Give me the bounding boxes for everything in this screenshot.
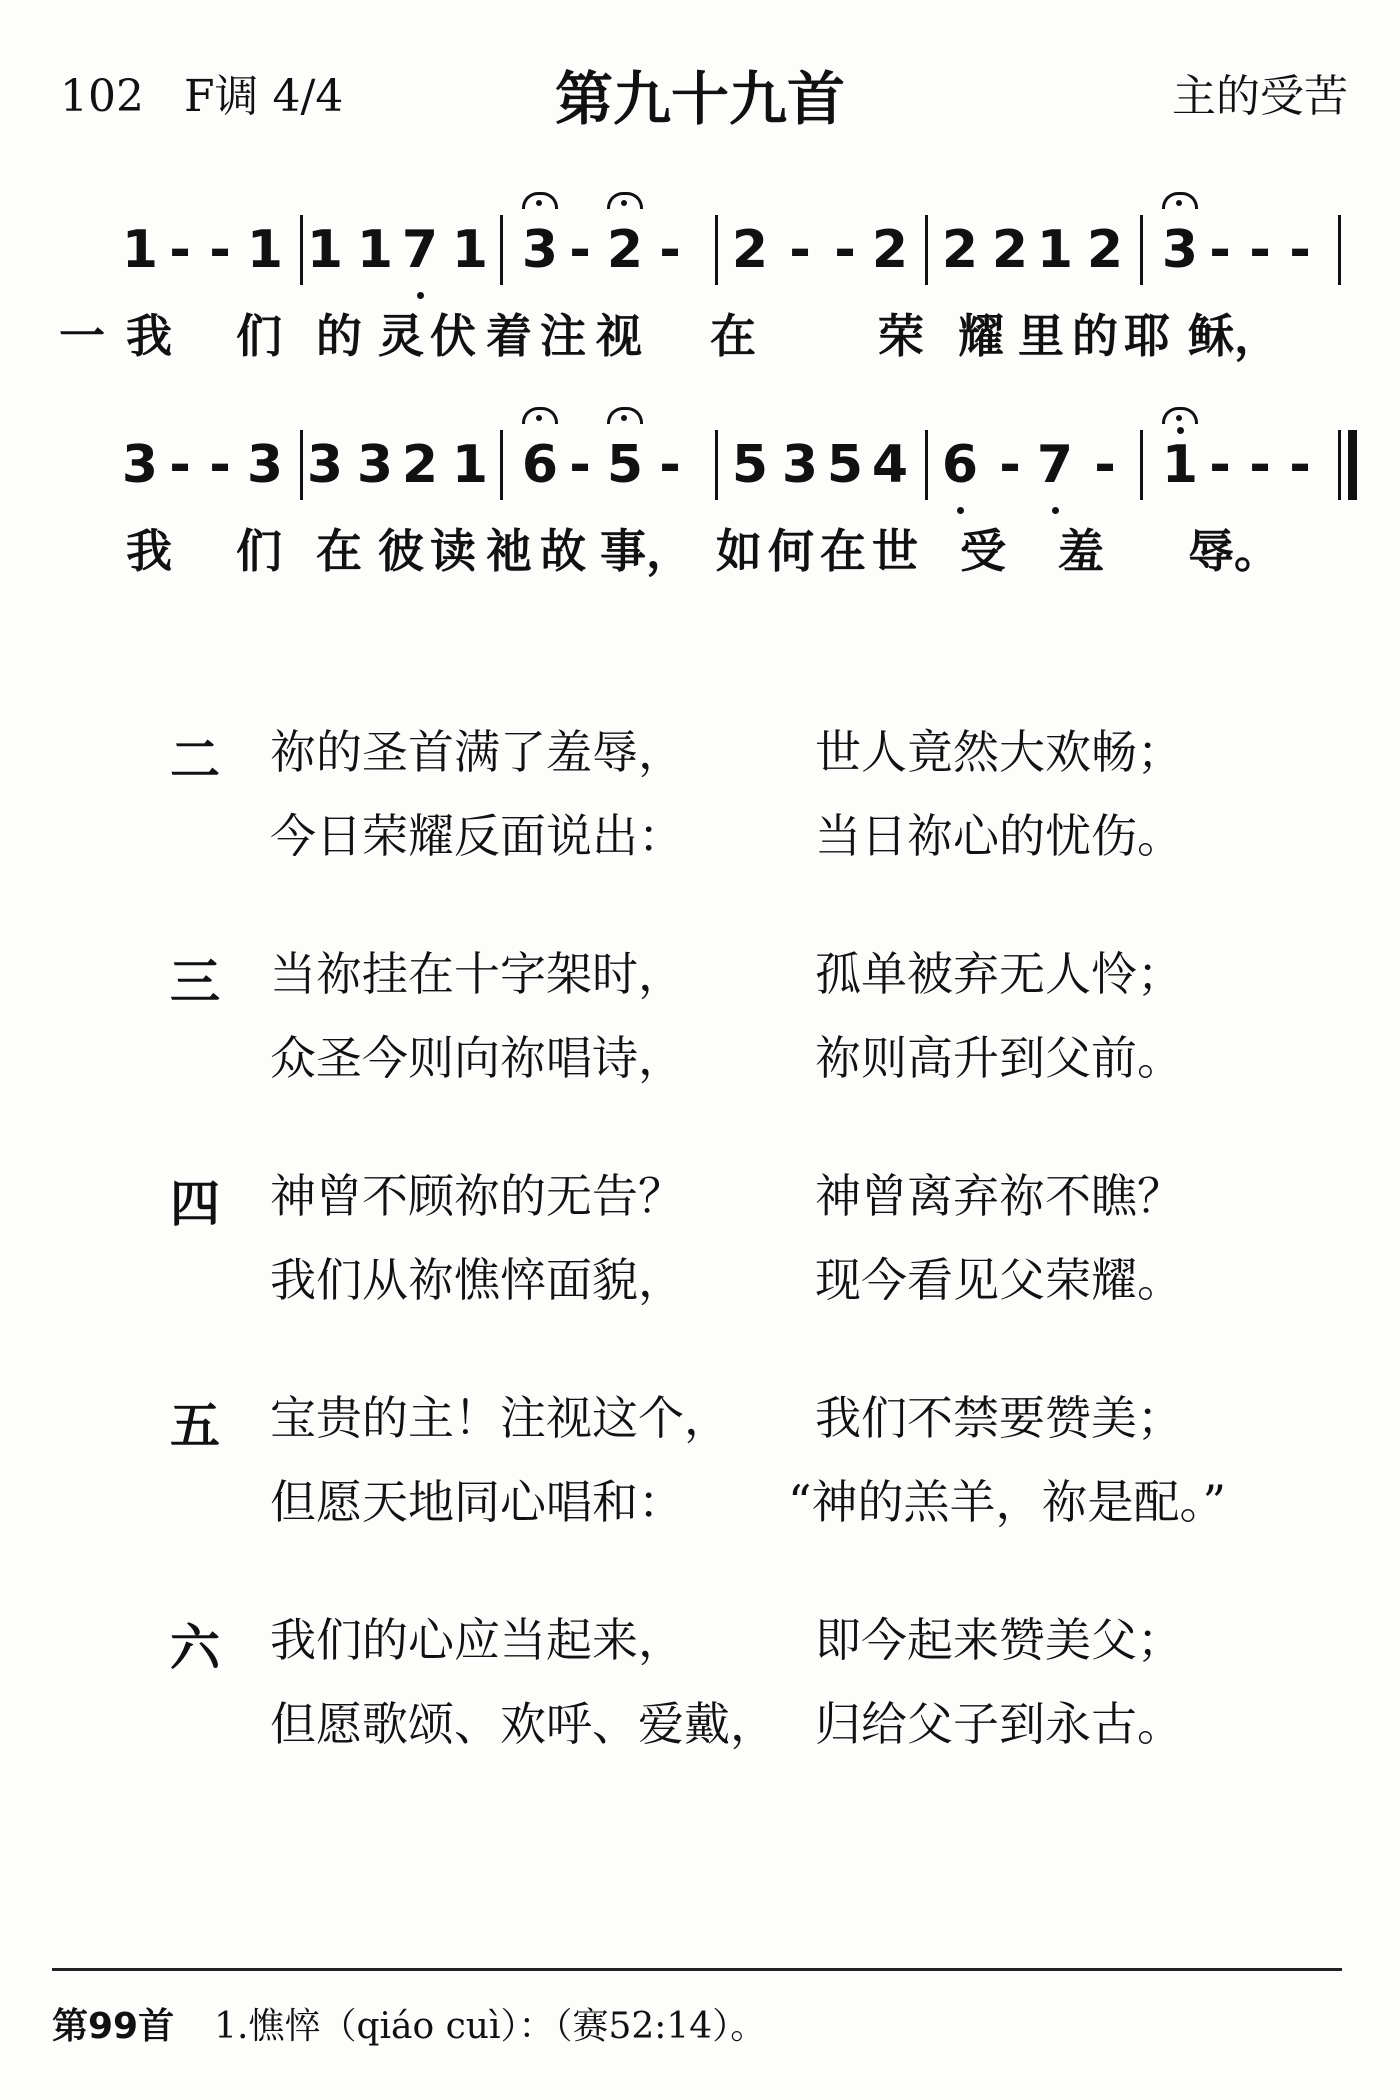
lyric-syllable: 事， <box>600 524 692 578</box>
verse-number: 三 <box>170 953 220 1011</box>
lower-octave-dot <box>1052 507 1059 514</box>
note: 7 <box>1036 435 1074 495</box>
note: 2 <box>991 220 1029 280</box>
key-signature: F调 4/4 <box>183 71 344 122</box>
lyric-syllable: 灵 <box>378 309 424 363</box>
note: 3 <box>121 435 159 495</box>
hymn-category: 主的受苦 <box>1172 71 1348 122</box>
lower-octave-dot <box>417 292 424 299</box>
note: 1 <box>121 220 159 280</box>
note: 2 <box>941 220 979 280</box>
note: 3 <box>246 435 284 495</box>
lyric-syllable: 我 <box>126 309 172 363</box>
lyric-syllable: 里 <box>1018 309 1064 363</box>
verse-line: 当日祢心的忧伤。 <box>815 809 1183 863</box>
lyric-syllable: 着 <box>486 309 532 363</box>
verse-line: 今日荣耀反面说出： <box>270 809 684 863</box>
lyric-syllable: 何 <box>768 524 814 578</box>
fermata-icon <box>607 407 643 424</box>
note-dash: - <box>1209 220 1231 280</box>
note-dash: - <box>1209 435 1231 495</box>
fermata-icon <box>1162 407 1198 424</box>
note: 6 <box>941 435 979 495</box>
note: 1 <box>451 435 489 495</box>
lyric-syllable: 注 <box>540 309 586 363</box>
lyric-syllable: 们 <box>236 524 282 578</box>
verse-number: 四 <box>170 1175 220 1233</box>
lyric-syllable: 读 <box>430 524 476 578</box>
barline <box>1140 430 1143 500</box>
lower-octave-dot <box>957 507 964 514</box>
fermata-icon <box>1162 192 1198 209</box>
verse-line: 神曾离弃祢不瞧？ <box>815 1169 1183 1223</box>
verse-line: 现今看见父荣耀。 <box>815 1253 1183 1307</box>
note: 1 <box>356 220 394 280</box>
fermata-icon <box>522 407 558 424</box>
note-dash: - <box>1289 220 1311 280</box>
verse-line: 即今起来赞美父； <box>815 1613 1183 1667</box>
note-dash: - <box>834 220 856 280</box>
note: 1 <box>451 220 489 280</box>
lyric-syllable: 伏 <box>430 309 476 363</box>
barline <box>300 215 303 285</box>
note: 2 <box>871 220 909 280</box>
verse-line: 我们的心应当起来， <box>270 1613 684 1667</box>
lyric-syllable: 辱。 <box>1188 524 1280 578</box>
verse-line: 宝贵的主！注视这个， <box>270 1391 730 1445</box>
verse-line: 我们不禁要赞美； <box>815 1391 1183 1445</box>
note-dash: - <box>659 435 681 495</box>
verse-line: 祢则高升到父前。 <box>815 1031 1183 1085</box>
verse-line: 但愿天地同心唱和： <box>270 1475 684 1529</box>
note: 4 <box>871 435 909 495</box>
lyric-syllable: 故 <box>540 524 586 578</box>
note-dash: - <box>1249 435 1271 495</box>
lyric-syllable: 耶 <box>1124 309 1170 363</box>
lyric-syllable: 的 <box>316 309 362 363</box>
footnote <box>52 1998 766 2049</box>
lyric-syllable: 彼 <box>378 524 424 578</box>
verse-number: 二 <box>170 731 220 789</box>
footnote-label: 第99首 <box>52 2006 175 2047</box>
note-dash: - <box>789 220 811 280</box>
barline <box>925 430 928 500</box>
verse-line: 当祢挂在十字架时， <box>270 947 684 1001</box>
lyric-syllable: 受 <box>960 524 1006 578</box>
note-dash: - <box>169 220 191 280</box>
note-dash: - <box>169 435 191 495</box>
verse-number: 五 <box>170 1397 220 1455</box>
note: 6 <box>521 435 559 495</box>
note: 2 <box>731 220 769 280</box>
barline <box>1338 215 1341 285</box>
note-dash: - <box>569 220 591 280</box>
barline <box>1140 215 1143 285</box>
note-dash: - <box>209 220 231 280</box>
note: 3 <box>1161 220 1199 280</box>
barline <box>925 215 928 285</box>
note: 5 <box>606 435 644 495</box>
footnote-divider <box>52 1968 1342 1971</box>
note-dash: - <box>999 435 1021 495</box>
verse-line: 但愿歌颂、欢呼、爱戴， <box>270 1697 776 1751</box>
fermata-icon <box>607 192 643 209</box>
lyric-syllable: 在 <box>820 524 866 578</box>
lyric-syllable: 羞 <box>1058 524 1104 578</box>
note-dash: - <box>1249 220 1271 280</box>
note: 1 <box>306 220 344 280</box>
lyric-syllable: 在 <box>316 524 362 578</box>
note: 3 <box>356 435 394 495</box>
upper-octave-dot <box>1177 427 1184 434</box>
note: 3 <box>521 220 559 280</box>
verse-line: 归给父子到永古。 <box>815 1697 1183 1751</box>
final-barline-thick <box>1348 430 1357 500</box>
barline <box>500 430 503 500</box>
verse-line: 我们从祢憔悴面貌， <box>270 1253 684 1307</box>
barline <box>500 215 503 285</box>
final-barline <box>1338 430 1341 500</box>
note: 2 <box>401 435 439 495</box>
note: 7 <box>401 220 439 280</box>
lyric-syllable: 世 <box>872 524 918 578</box>
lyric-syllable: 耀 <box>958 309 1004 363</box>
barline <box>715 215 718 285</box>
note-dash: - <box>1289 435 1311 495</box>
note: 3 <box>306 435 344 495</box>
lyric-syllable: 稣， <box>1188 309 1280 363</box>
note: 2 <box>1086 220 1124 280</box>
note-dash: - <box>569 435 591 495</box>
hymn-title: 第九十九首 <box>554 65 845 133</box>
lyric-syllable: 视 <box>596 309 642 363</box>
note: 2 <box>606 220 644 280</box>
note-dash: - <box>1094 435 1116 495</box>
verse-line: 神曾不顾祢的无告？ <box>270 1169 684 1223</box>
lyric-syllable: 的 <box>1072 309 1118 363</box>
page-number: 102 <box>60 71 144 122</box>
verse-line: 祢的圣首满了羞辱， <box>270 725 684 779</box>
lyric-syllable: 如 <box>716 524 762 578</box>
fermata-icon <box>522 192 558 209</box>
verse-marker: 一 <box>59 309 105 363</box>
note: 3 <box>781 435 819 495</box>
note: 5 <box>826 435 864 495</box>
lyric-syllable: 祂 <box>486 524 532 578</box>
verse-line: 孤单被弃无人怜； <box>815 947 1183 1001</box>
verse-line: “神的羔羊，祢是配。” <box>788 1475 1227 1529</box>
note: 1 <box>1161 435 1199 495</box>
verse-number: 六 <box>170 1619 220 1677</box>
barline <box>300 430 303 500</box>
lyric-syllable: 在 <box>710 309 756 363</box>
note-dash: - <box>659 220 681 280</box>
verse-line: 众圣今则向祢唱诗， <box>270 1031 684 1085</box>
note: 1 <box>1036 220 1074 280</box>
lyric-syllable: 们 <box>236 309 282 363</box>
note-dash: - <box>209 435 231 495</box>
footnote-text: 1.憔悴（qiáo cuì）：（赛52:14）。 <box>214 2006 767 2047</box>
verse-line: 世人竟然大欢畅； <box>815 725 1183 779</box>
lyric-syllable: 荣 <box>878 309 924 363</box>
note: 5 <box>731 435 769 495</box>
barline <box>715 430 718 500</box>
lyric-syllable: 我 <box>126 524 172 578</box>
note: 1 <box>246 220 284 280</box>
